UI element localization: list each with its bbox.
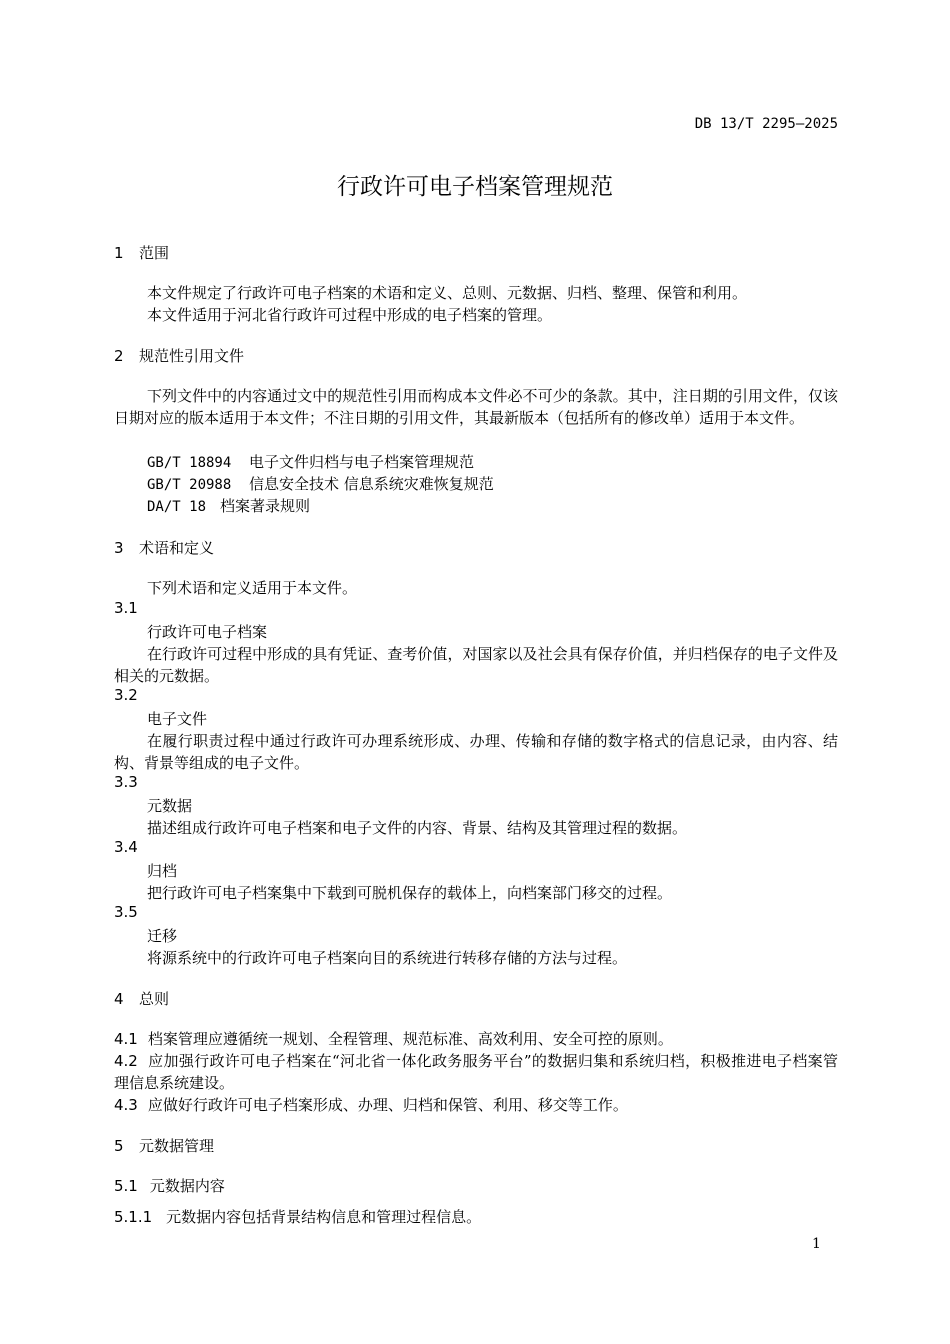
section-5-heading bbox=[114, 1135, 214, 1156]
clause-number: 4.1 bbox=[114, 1030, 138, 1048]
section-2-heading bbox=[114, 345, 244, 366]
reference-title: 信息安全技术 信息系统灾难恢复规范 bbox=[249, 475, 494, 493]
reference-code: DA/T 18 bbox=[147, 499, 207, 515]
section-number: 5 bbox=[114, 1137, 124, 1155]
section-3-heading bbox=[114, 537, 214, 558]
section-1-heading bbox=[114, 242, 169, 263]
term-number: 3.3 bbox=[114, 773, 138, 791]
term-name: 元数据 bbox=[147, 797, 193, 815]
reference-item bbox=[147, 473, 494, 496]
clause-text: 应加强行政许可电子档案在“河北省一体化政务服务平台”的数据归集和系统归档，积极推进电子档案管理信息系统建设。 bbox=[114, 1052, 838, 1092]
term-definition: 在履行职责过程中通过行政许可办理系统形成、办理、传输和存储的数字格式的信息记录，由内容、结构、背景等组成的电子文件。 bbox=[114, 732, 838, 772]
reference-title: 档案著录规则 bbox=[220, 497, 311, 515]
term-number: 3.5 bbox=[114, 903, 138, 921]
clause-text: 档案管理应遵循统一规划、全程管理、规范标准、高效利用、安全可控的原则。 bbox=[147, 1030, 673, 1048]
section-title: 规范性引用文件 bbox=[139, 347, 245, 365]
paragraph: 本文件适用于河北省行政许可过程中形成的电子档案的管理。 bbox=[147, 306, 553, 324]
paragraph: 下列术语和定义适用于本文件。 bbox=[147, 579, 358, 597]
clause-number: 5.1.1 bbox=[114, 1208, 153, 1226]
clause-text: 元数据内容包括背景结构信息和管理过程信息。 bbox=[166, 1208, 482, 1226]
term-definition: 把行政许可电子档案集中下载到可脱机保存的载体上，向档案部门移交的过程。 bbox=[147, 884, 673, 902]
clause-text: 应做好行政许可电子档案形成、办理、归档和保管、利用、移交等工作。 bbox=[147, 1096, 628, 1114]
section-number: 3 bbox=[114, 539, 124, 557]
section-number: 2 bbox=[114, 347, 124, 365]
reference-item bbox=[147, 495, 310, 518]
clause-number: 4.2 bbox=[114, 1052, 138, 1070]
clause bbox=[114, 1050, 838, 1094]
section-number: 1 bbox=[114, 244, 124, 262]
term-name: 归档 bbox=[147, 862, 178, 880]
term-definition: 描述组成行政许可电子档案和电子文件的内容、背景、结构及其管理过程的数据。 bbox=[147, 819, 688, 837]
clause-number: 4.3 bbox=[114, 1096, 138, 1114]
term-name: 电子文件 bbox=[147, 710, 208, 728]
reference-code: GB/T 18894 bbox=[147, 455, 232, 471]
clause bbox=[114, 1206, 481, 1228]
term-name: 迁移 bbox=[147, 927, 178, 945]
term-number: 3.1 bbox=[114, 599, 138, 617]
section-title: 术语和定义 bbox=[139, 539, 215, 557]
reference-code: GB/T 20988 bbox=[147, 477, 232, 493]
term-definition: 在行政许可过程中形成的具有凭证、查考价值，对国家以及社会具有保存价值，并归档保存的电子文件及相关的元数据。 bbox=[114, 645, 838, 685]
section-title: 元数据管理 bbox=[139, 1137, 215, 1155]
subsection-heading bbox=[114, 1175, 225, 1196]
document-number: DB 13/T 2295—2025 bbox=[694, 116, 838, 132]
section-number: 4 bbox=[114, 990, 124, 1008]
document-title: 行政许可电子档案管理规范 bbox=[337, 174, 613, 200]
subsection-title: 元数据内容 bbox=[149, 1177, 225, 1195]
term-name: 行政许可电子档案 bbox=[147, 623, 268, 641]
paragraph: 下列文件中的内容通过文中的规范性引用而构成本文件必不可少的条款。其中，注日期的引用文件，仅该日期对应的版本适用于本文件；不注日期的引用文件，其最新版本（包括所有的修改单）适用于本文件。 bbox=[114, 387, 838, 427]
page-number: 1 bbox=[812, 1236, 821, 1252]
term-number: 3.4 bbox=[114, 838, 138, 856]
clause bbox=[114, 1094, 838, 1116]
section-title: 总则 bbox=[139, 990, 170, 1008]
reference-title: 电子文件归档与电子档案管理规范 bbox=[249, 453, 475, 471]
reference-item bbox=[147, 451, 474, 474]
term-definition: 将源系统中的行政许可电子档案向目的系统进行转移存储的方法与过程。 bbox=[147, 949, 628, 967]
section-title: 范围 bbox=[139, 244, 170, 262]
term-number: 3.2 bbox=[114, 686, 138, 704]
paragraph: 本文件规定了行政许可电子档案的术语和定义、总则、元数据、归档、整理、保管和利用。 bbox=[147, 284, 748, 302]
section-4-heading bbox=[114, 988, 169, 1009]
clause bbox=[114, 1028, 838, 1050]
subsection-number: 5.1 bbox=[114, 1177, 138, 1195]
